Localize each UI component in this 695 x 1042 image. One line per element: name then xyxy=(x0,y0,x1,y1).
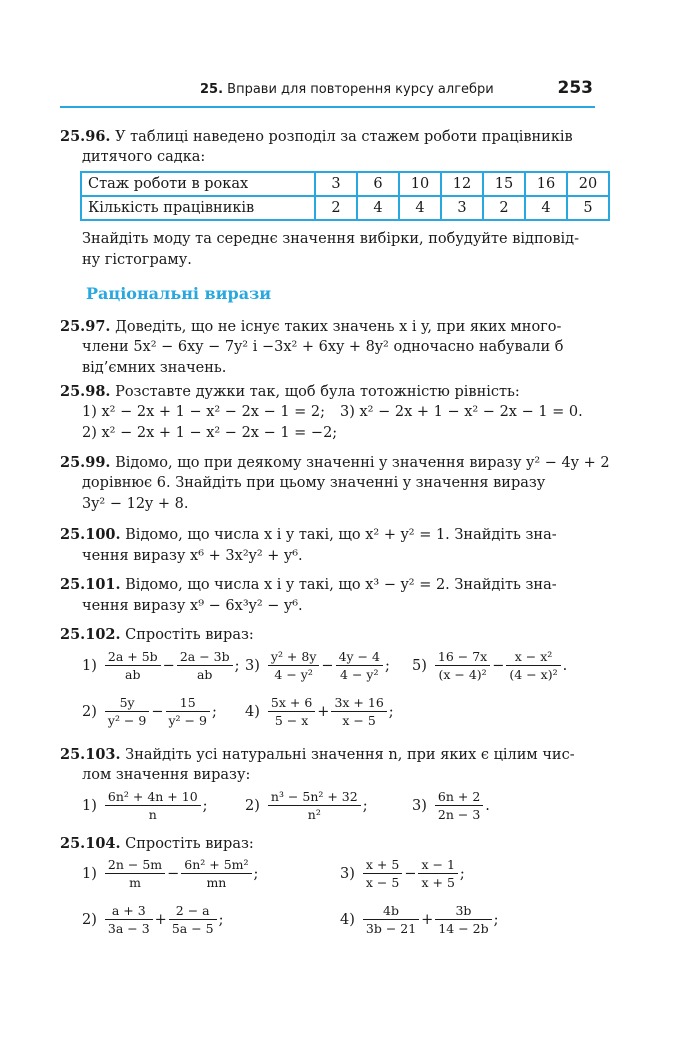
denominator: 2n − 3 xyxy=(437,807,481,822)
expression-25-104-2 xyxy=(82,902,224,937)
exercise-25-100-line2: чення виразу x⁶ + 3x²y² + y⁶. xyxy=(82,548,303,564)
punctuation: ; xyxy=(362,797,368,814)
exercise-text: Відомо, що числа x і y такі, що x³ − y² = 2. Знайдіть зна- xyxy=(125,577,557,593)
exercise-25-102-line1 xyxy=(60,624,254,646)
fraction xyxy=(181,856,251,891)
exercise-25-97-line3: від’ємних значень. xyxy=(82,360,227,376)
fraction xyxy=(268,648,320,683)
exercise-text: У таблиці наведено розподіл за стажем роботи працівників xyxy=(115,129,573,145)
table-cell: 2 xyxy=(315,196,357,220)
denominator: 5 − x xyxy=(274,713,309,728)
item-label: 4) xyxy=(340,911,355,928)
denominator: 4 − y² xyxy=(274,667,313,682)
operator: − xyxy=(151,703,164,720)
exercise-number: 25.98. xyxy=(60,383,111,400)
item-label: 4) xyxy=(245,703,260,720)
denominator: y² − 9 xyxy=(107,713,147,728)
table-cell: 10 xyxy=(399,172,441,196)
operator: − xyxy=(404,865,417,882)
exercise-text: Спростіть вираз: xyxy=(125,836,254,852)
exercise-number: 25.104. xyxy=(60,835,121,852)
table-cell: 4 xyxy=(525,196,567,220)
expression-25-103-2 xyxy=(245,788,368,823)
expression-25-104-4 xyxy=(340,902,499,937)
fraction xyxy=(166,694,210,729)
section-title: Раціональні вирази xyxy=(86,284,272,303)
item-label: 5) xyxy=(412,657,427,674)
expression-25-104-3 xyxy=(340,856,465,891)
exercise-number: 25.96. xyxy=(60,128,111,145)
expression-25-102-1 xyxy=(82,648,240,683)
exercise-text: Відомо, що при деякому значенні y значення виразу y² − 4y + 2 xyxy=(115,455,610,471)
expression-25-102-5 xyxy=(412,648,567,683)
exercise-25-101-line1 xyxy=(60,574,557,596)
table-cell: 2 xyxy=(483,196,525,220)
fraction xyxy=(105,648,161,683)
punctuation: ; xyxy=(459,865,465,882)
fraction xyxy=(506,648,560,683)
expression-25-103-3 xyxy=(412,788,490,823)
fraction xyxy=(336,648,383,683)
denominator: ab xyxy=(196,667,213,682)
fraction xyxy=(418,856,457,891)
fraction xyxy=(169,902,217,937)
exercise-number: 25.99. xyxy=(60,454,111,471)
page-header xyxy=(60,80,595,108)
exercise-25-103-line1 xyxy=(60,744,575,766)
numerator: 2n − 5m xyxy=(105,856,165,874)
numerator: 6n + 2 xyxy=(435,788,483,806)
operator: − xyxy=(492,657,505,674)
table-row-label: Кількість працівників xyxy=(81,196,315,220)
denominator: (4 − x)² xyxy=(509,667,558,682)
operator: − xyxy=(162,657,175,674)
punctuation: ; xyxy=(253,865,259,882)
item-label: 3) xyxy=(340,865,355,882)
exercise-number: 25.97. xyxy=(60,318,111,335)
table-row xyxy=(81,196,609,220)
exercise-25-96-line2: дитячого садка: xyxy=(82,149,206,165)
table-cell: 15 xyxy=(483,172,525,196)
table-row-label: Стаж роботи в роках xyxy=(81,172,315,196)
exercise-25-103-line2: лом значення виразу: xyxy=(82,767,251,783)
punctuation: . xyxy=(485,797,490,814)
expression-25-102-3 xyxy=(245,648,390,683)
item-label: 1) xyxy=(82,865,97,882)
chapter-number: 25. xyxy=(200,82,224,97)
fraction xyxy=(363,856,402,891)
numerator: 15 xyxy=(166,694,210,712)
numerator: 2 − a xyxy=(169,902,217,920)
exercise-25-104-line1 xyxy=(60,833,254,855)
numerator: 16 − 7x xyxy=(435,648,490,666)
numerator: 2a − 3b xyxy=(177,648,233,666)
denominator: x − 5 xyxy=(365,875,400,890)
numerator: 4b xyxy=(363,902,419,920)
exercise-text: Доведіть, що не існує таких значень x і y, при яких много- xyxy=(115,319,562,335)
fraction xyxy=(105,902,153,937)
item-label: 1) xyxy=(82,657,97,674)
table-row xyxy=(81,172,609,196)
exercise-text: Знайдіть усі натуральні значення n, при яких є цілим чис- xyxy=(125,747,575,763)
numerator: 3x + 16 xyxy=(331,694,386,712)
numerator: 6n² + 4n + 10 xyxy=(105,788,201,806)
chapter-title: Вправи для повторення курсу алгебри xyxy=(227,82,494,97)
fraction xyxy=(435,788,483,823)
operator: − xyxy=(167,865,180,882)
numerator: x − 1 xyxy=(418,856,457,874)
exercise-25-100-line1 xyxy=(60,524,557,546)
exercise-number: 25.102. xyxy=(60,626,121,643)
exercise-25-98-item1: 1) x² − 2x + 1 − x² − 2x − 1 = 2; xyxy=(82,404,326,420)
numerator: 5y xyxy=(105,694,149,712)
item-label: 2) xyxy=(82,703,97,720)
numerator: a + 3 xyxy=(105,902,153,920)
expression-25-102-2 xyxy=(82,694,217,729)
numerator: y² + 8y xyxy=(268,648,320,666)
exercise-25-98-line1 xyxy=(60,381,520,403)
numerator: x + 5 xyxy=(363,856,402,874)
item-label: 1) xyxy=(82,797,97,814)
denominator: 4 − y² xyxy=(340,667,379,682)
punctuation: ; xyxy=(218,911,224,928)
fraction xyxy=(435,648,490,683)
denominator: ab xyxy=(125,667,141,682)
punctuation: ; xyxy=(234,657,240,674)
exercise-25-97-line2: члени 5x² − 6xy − 7y² і −3x² + 6xy + 8y² одночасно набували б xyxy=(82,339,564,355)
exercise-25-96-line4: ну гістограму. xyxy=(82,252,192,268)
item-label: 2) xyxy=(245,797,260,814)
page-number: 253 xyxy=(557,78,593,98)
operator: + xyxy=(154,911,167,928)
fraction xyxy=(105,856,165,891)
exercise-number: 25.103. xyxy=(60,746,121,763)
denominator: 14 − 2b xyxy=(438,921,489,936)
numerator: 2a + 5b xyxy=(105,648,161,666)
fraction xyxy=(268,788,361,823)
operator: + xyxy=(317,703,330,720)
denominator: mn xyxy=(206,875,227,890)
exercise-25-99-line1 xyxy=(60,452,610,474)
fraction xyxy=(105,694,149,729)
table-cell: 3 xyxy=(441,196,483,220)
fraction xyxy=(331,694,386,729)
punctuation: ; xyxy=(493,911,499,928)
table-cell: 6 xyxy=(357,172,399,196)
numerator: 3b xyxy=(435,902,491,920)
expression-25-104-1 xyxy=(82,856,258,891)
operator: − xyxy=(321,657,334,674)
punctuation: ; xyxy=(388,703,394,720)
denominator: n xyxy=(148,807,157,822)
exercise-25-99-line3: 3y² − 12y + 8. xyxy=(82,496,189,512)
punctuation: ; xyxy=(211,703,217,720)
exercise-25-96-line3: Знайдіть моду та середнє значення вибірки, побудуйте відповід- xyxy=(82,231,579,247)
experience-table xyxy=(80,171,610,221)
numerator: 6n² + 5m² xyxy=(181,856,251,874)
denominator: (x − 4)² xyxy=(438,667,487,682)
operator: + xyxy=(421,911,434,928)
chapter-heading xyxy=(200,82,494,97)
exercise-25-97-line1 xyxy=(60,316,561,338)
table-cell: 16 xyxy=(525,172,567,196)
numerator: 5x + 6 xyxy=(268,694,315,712)
expression-25-102-4 xyxy=(245,694,394,729)
exercise-25-98-item3: 3) x² − 2x + 1 − x² − 2x − 1 = 0. xyxy=(340,404,583,420)
numerator: 4y − 4 xyxy=(336,648,383,666)
item-label: 2) xyxy=(82,911,97,928)
denominator: 3a − 3 xyxy=(107,921,150,936)
fraction xyxy=(105,788,201,823)
item-label: 3) xyxy=(245,657,260,674)
fraction xyxy=(268,694,315,729)
exercise-text: Розставте дужки так, щоб була тотожністю рівність: xyxy=(115,384,520,400)
denominator: x − 5 xyxy=(342,713,376,728)
punctuation: ; xyxy=(202,797,208,814)
table-cell: 4 xyxy=(399,196,441,220)
denominator: m xyxy=(129,875,141,890)
table-cell: 4 xyxy=(357,196,399,220)
exercise-25-101-line2: чення виразу x⁹ − 6x³y² − y⁶. xyxy=(82,598,303,614)
punctuation: . xyxy=(562,657,568,674)
exercise-25-98-item2: 2) x² − 2x + 1 − x² − 2x − 1 = −2; xyxy=(82,425,338,441)
fraction xyxy=(363,902,419,937)
denominator: 3b − 21 xyxy=(365,921,417,936)
exercise-number: 25.100. xyxy=(60,526,121,543)
table-cell: 5 xyxy=(567,196,609,220)
denominator: y² − 9 xyxy=(168,713,207,728)
exercise-text: Відомо, що числа x і y такі, що x² + y² = 1. Знайдіть зна- xyxy=(125,527,557,543)
table-cell: 3 xyxy=(315,172,357,196)
exercise-text: Спростіть вираз: xyxy=(125,627,254,643)
table-cell: 20 xyxy=(567,172,609,196)
fraction xyxy=(435,902,491,937)
numerator: n³ − 5n² + 32 xyxy=(268,788,361,806)
exercise-25-96-line1 xyxy=(60,126,573,148)
table-cell: 12 xyxy=(441,172,483,196)
exercise-25-99-line2: дорівнює 6. Знайдіть при цьому значенні y значення виразу xyxy=(82,475,546,491)
denominator: x + 5 xyxy=(421,875,455,890)
denominator: 5a − 5 xyxy=(171,921,214,936)
denominator: n² xyxy=(307,807,321,822)
punctuation: ; xyxy=(384,657,390,674)
exercise-number: 25.101. xyxy=(60,576,121,593)
fraction xyxy=(177,648,233,683)
numerator: x − x² xyxy=(506,648,560,666)
expression-25-103-1 xyxy=(82,788,208,823)
item-label: 3) xyxy=(412,797,427,814)
